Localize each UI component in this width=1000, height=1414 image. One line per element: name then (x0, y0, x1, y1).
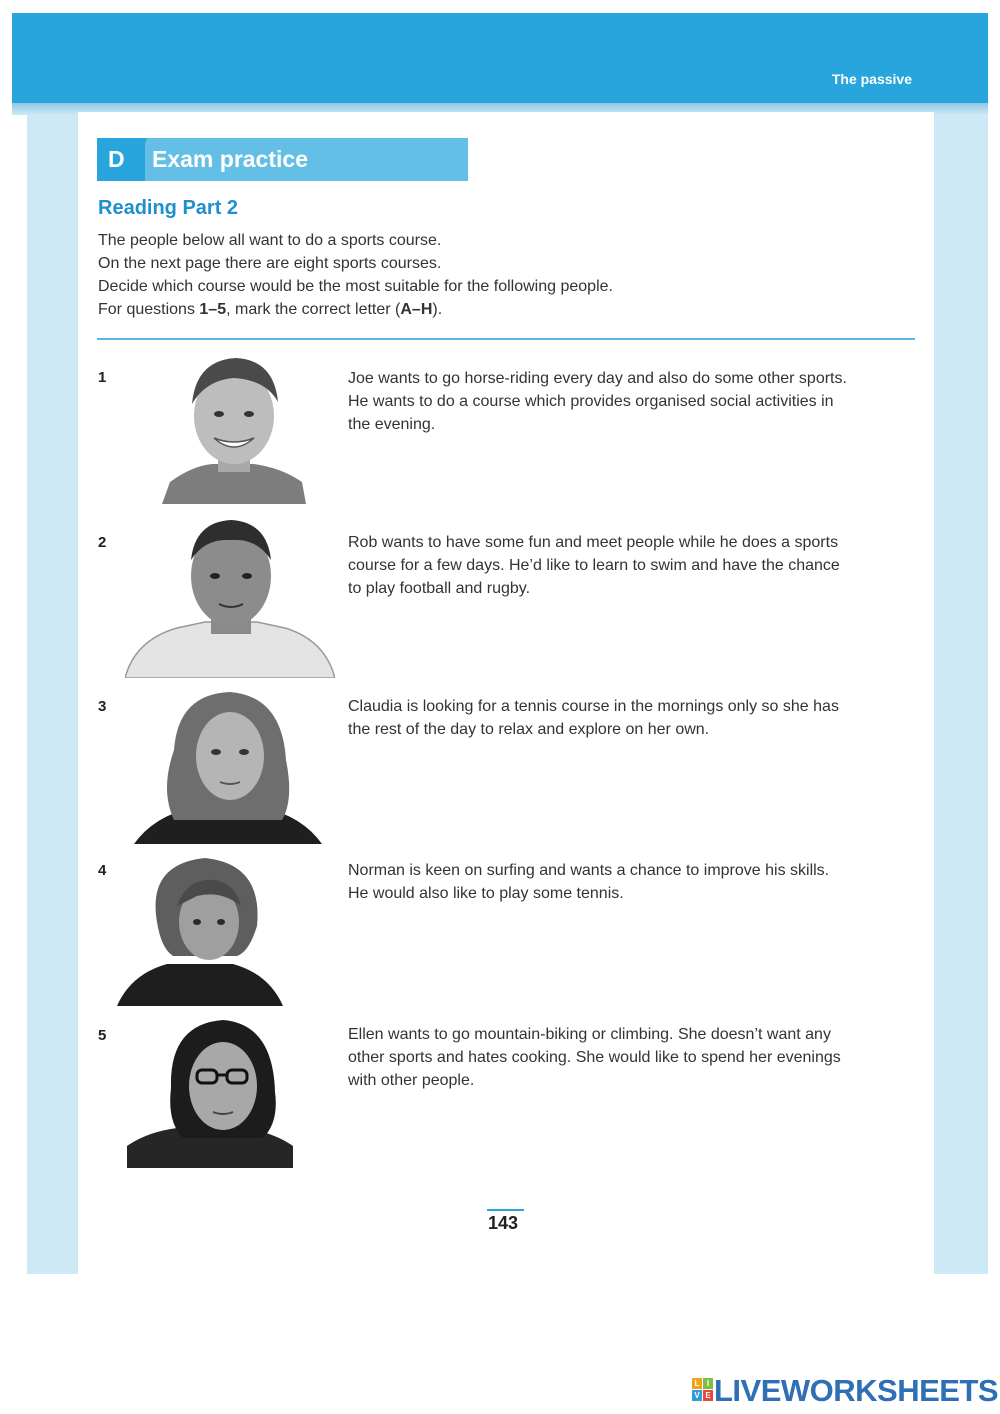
logo-grid-letter: E (703, 1390, 713, 1401)
logo-grid-letter: V (692, 1390, 702, 1401)
description-line: Rob wants to have some fun and meet people while he does a sports (348, 534, 839, 551)
description-line: Ellen wants to go mountain-biking or climbing. She doesn’t want any (348, 1026, 831, 1043)
section-letter: D (108, 146, 125, 172)
instructions (98, 229, 613, 321)
logo-text: LIVEWORKSHEETS (714, 1373, 999, 1408)
item-description (348, 1023, 908, 1092)
description-line: the rest of the day to relax and explore on her own. (348, 721, 710, 738)
letter-range: A–H (400, 301, 433, 318)
item-number: 3 (98, 698, 107, 715)
logo-grid-letter: L (692, 1378, 702, 1389)
description-line: with other people. (348, 1072, 475, 1089)
instruction-line: On the next page there are eight sports courses. (98, 255, 442, 272)
description-line: Claudia is looking for a tennis course in the mornings only so she has (348, 698, 839, 715)
instruction-line (98, 298, 613, 321)
page-number-rule (487, 1209, 524, 1211)
reading-heading: Reading Part 2 (98, 197, 239, 219)
description-line: Norman is keen on surfing and wants a chance to improve his skills. (348, 862, 830, 879)
page-number: 143 (488, 1213, 519, 1233)
photo-claudia (134, 690, 322, 844)
banner-slant (133, 138, 147, 181)
exam-practice-banner (97, 138, 468, 181)
photo-norman (117, 856, 283, 1006)
description-line: the evening. (348, 416, 436, 433)
description-line: Joe wants to go horse-riding every day and also do some other sports. (348, 370, 847, 387)
question-range: 1–5 (199, 301, 227, 318)
instruction-text: , mark the correct letter ( (226, 301, 401, 318)
description-line: He would also like to play some tennis. (348, 885, 624, 902)
section-title: The passive (831, 71, 912, 87)
logo-grid-letter: I (703, 1378, 713, 1389)
photo-rob (125, 518, 335, 678)
instruction-line: Decide which course would be the most suitable for the following people. (98, 278, 613, 295)
item-description (348, 695, 908, 741)
item-number: 4 (98, 862, 107, 879)
description-line: He wants to do a course which provides organised social activities in (348, 393, 834, 410)
item-number: 1 (98, 369, 107, 386)
photo-ellen (127, 1018, 293, 1168)
divider (97, 338, 915, 340)
item-description (348, 531, 908, 600)
instruction-text: ). (432, 301, 443, 318)
item-description (348, 367, 908, 436)
item-number: 2 (98, 534, 107, 551)
photo-joe (162, 354, 306, 504)
description-line: course for a few days. He’d like to learn to swim and have the chance (348, 557, 840, 574)
item-number: 5 (98, 1027, 107, 1044)
item-description (348, 859, 908, 905)
instruction-line: The people below all want to do a sports course. (98, 232, 442, 249)
description-line: to play football and rugby. (348, 580, 531, 597)
banner-title: Exam practice (152, 146, 308, 172)
description-line: other sports and hates cooking. She would like to spend her evenings (348, 1049, 841, 1066)
instruction-text: For questions (98, 301, 200, 318)
header-band (12, 13, 988, 103)
logo-grid-icon (692, 1378, 714, 1402)
